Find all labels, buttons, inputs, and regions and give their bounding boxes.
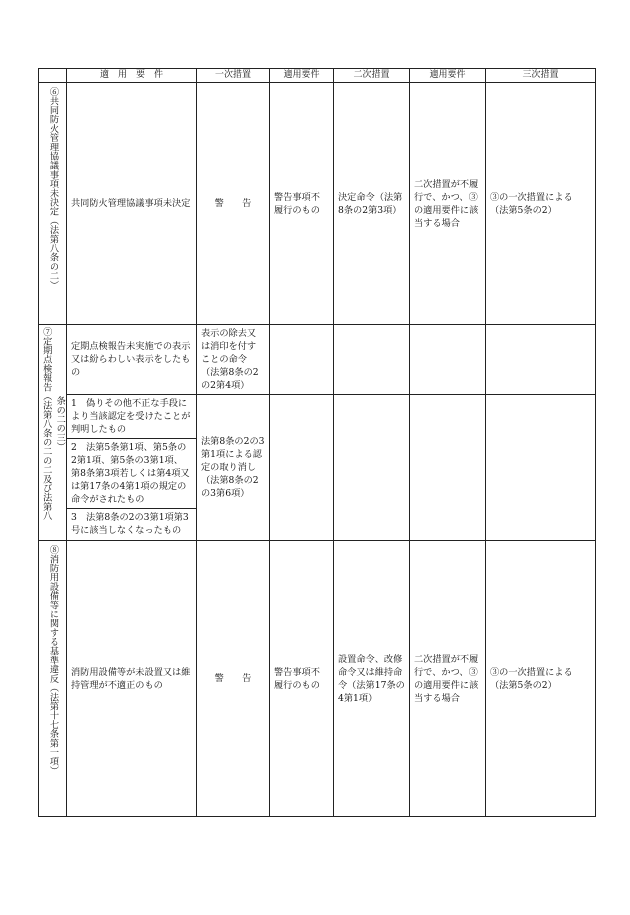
row8-third-measure: ③の一次措置による（法第5条の2）	[490, 666, 573, 691]
row8-second-measure: 設置命令、改修命令又は維持命令（法第17条の4第1項）	[338, 653, 405, 704]
row-7b	[39, 395, 596, 541]
header-row	[39, 69, 596, 83]
row7-first-measure-b: 法第8条の2の3第1項による認定の取り消し（法第8条の2の3第6項）	[201, 436, 265, 499]
row7-sub-3: 3 法第8条の2の3第1項第3号に該当しなくなったもの	[71, 512, 189, 536]
row7-label-b: ⑦定期点検報告（法第八条の二の二及び法第八	[40, 327, 52, 521]
row7-sub-1: 1 偽りその他不正な手段により当該認定を受けたことが判明したもの	[67, 395, 196, 439]
row8-label-cell	[39, 541, 67, 817]
row8-label: ⑧消防用設備等に関する基準違反（法第十七条第一項）	[47, 545, 59, 775]
row-6	[39, 83, 596, 325]
row7-label-a: 条の二の三）	[54, 396, 66, 452]
row6-first-measure: 警 告	[214, 198, 252, 209]
header-requirement-2: 適用要件	[270, 69, 334, 83]
header-second-measure: 二次措置	[334, 69, 410, 83]
enforcement-table	[38, 68, 596, 817]
header-third-measure: 三次措置	[486, 69, 596, 83]
row6-requirement: 共同防火管理協議事項未決定	[71, 198, 191, 209]
header-requirement: 適 用 要 件	[67, 69, 197, 83]
row8-requirement: 消防用設備等が未設置又は維持管理が不適正のもの	[71, 666, 191, 691]
row-8	[39, 541, 596, 817]
row6-label: ⑥共同防火管理協議事項未決定（法第八条の二）	[47, 87, 59, 290]
row6-requirement-3: 二次措置が不履行で、かつ、③の適用要件に該当する場合	[414, 178, 479, 229]
row7-label-cell	[39, 325, 67, 541]
row7-first-measure-a: 表示の除去又は消印を付すことの命令（法第8条の2の2第4項）	[201, 328, 259, 391]
row6-requirement-2: 警告事項不履行のもの	[274, 191, 320, 216]
row8-requirement-2: 警告事項不履行のもの	[274, 666, 320, 691]
row6-label-cell	[39, 83, 67, 325]
row6-third-measure: ③の一次措置による（法第5条の2）	[490, 191, 573, 216]
row8-requirement-3: 二次措置が不履行で、かつ、③の適用要件に該当する場合	[414, 653, 479, 704]
row8-first-measure: 警 告	[214, 673, 252, 684]
row6-second-measure: 決定命令（法第8条の2第3項）	[338, 191, 403, 216]
header-requirement-3: 適用要件	[410, 69, 486, 83]
row7-requirement-a: 定期点検報告未実施での表示又は紛らわしい表示をしたもの	[71, 341, 191, 378]
header-first-measure: 一次措置	[197, 69, 270, 83]
row-7a	[39, 325, 596, 395]
header-blank	[39, 69, 67, 83]
row7-sub-2: 2 法第5条第1項、第5条の2第1項、第5条の3第1項、第8条第3項若しくは第4項又は第17条の4第1項の規定の命令がされたもの	[67, 439, 196, 509]
